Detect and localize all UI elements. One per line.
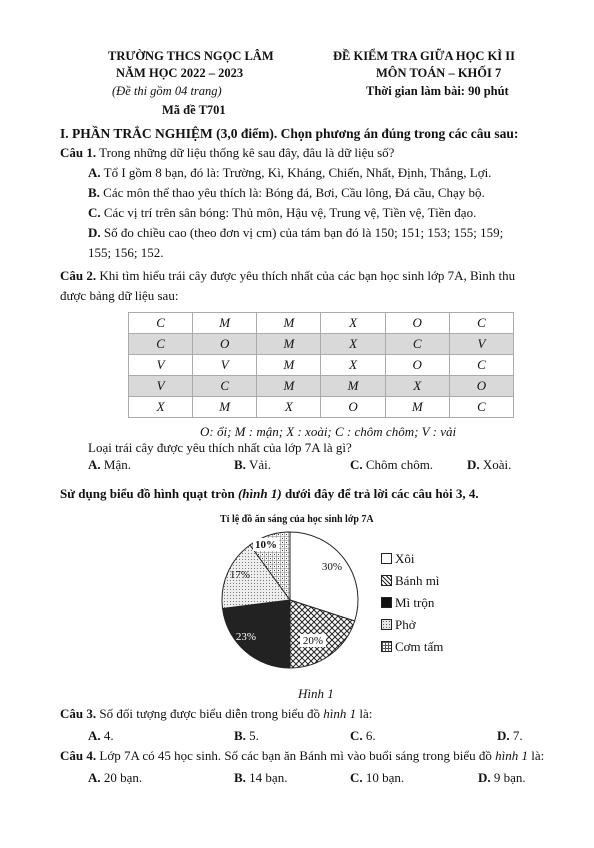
option-text: 4. xyxy=(103,728,114,743)
question-text-end: là: xyxy=(356,706,373,721)
q4-option-c[interactable] xyxy=(350,770,404,786)
option-letter: B. xyxy=(234,728,246,743)
table-cell: C xyxy=(449,397,513,418)
table-row xyxy=(129,376,514,397)
table-cell: C xyxy=(129,334,193,355)
table-cell: V xyxy=(129,376,193,397)
question-2 xyxy=(60,268,515,284)
question-2-cont: được bảng dữ liệu sau: xyxy=(60,288,179,303)
q1-option-a[interactable] xyxy=(88,165,491,181)
option-text: 5. xyxy=(249,728,259,743)
option-text: Số đo chiều cao (theo đơn vị cm) của tám bạn đó là 150; 151; 153; 155; 159; xyxy=(103,225,504,240)
option-letter: A. xyxy=(88,728,101,743)
option-text: Vải. xyxy=(248,457,271,472)
option-letter: D. xyxy=(88,225,101,240)
school-year: NĂM HỌC 2022 – 2023 xyxy=(116,66,244,80)
table-cell: X xyxy=(385,376,449,397)
pie-chart xyxy=(200,520,390,680)
school-name: TRƯỜNG THCS NGỌC LÂM xyxy=(108,49,274,63)
question-label: Câu 3. xyxy=(60,706,97,721)
exam-time: Thời gian làm bài: 90 phút xyxy=(366,84,509,98)
pie-label-2: 20% xyxy=(302,635,324,647)
q3-option-d[interactable] xyxy=(497,728,523,744)
option-letter: D. xyxy=(467,457,480,472)
table-cell: O xyxy=(193,334,257,355)
question-text-end: là: xyxy=(527,748,545,763)
legend-label: Bánh mì xyxy=(395,573,440,588)
chart-title: Tỉ lệ đồ ăn sáng của học sinh lớp 7A xyxy=(220,514,374,525)
q2-option-b[interactable] xyxy=(234,457,271,473)
pie-slice-3 xyxy=(223,600,290,668)
question-text: Số đối tượng được biểu diễn trong biểu đồ xyxy=(96,706,324,721)
legend-item xyxy=(381,551,415,567)
option-letter: C. xyxy=(350,728,363,743)
option-letter: C. xyxy=(350,457,363,472)
table-cell: M xyxy=(193,397,257,418)
option-letter: B. xyxy=(88,185,100,200)
legend-label: Xôi xyxy=(395,551,415,566)
q2-option-d[interactable] xyxy=(467,457,511,473)
q3-option-c[interactable] xyxy=(350,728,376,744)
table-cell: M xyxy=(193,313,257,334)
table-cell: O xyxy=(385,313,449,334)
legend-swatch xyxy=(381,619,392,630)
pie-label-5: 10% xyxy=(255,539,277,551)
exam-subject: MÔN TOÁN – KHỐI 7 xyxy=(376,66,502,80)
option-letter: C. xyxy=(88,205,101,220)
legend-item xyxy=(381,595,434,611)
table-key: O: ổi; M : mận; X : xoài; C : chôm chôm; V : vải xyxy=(200,424,457,439)
legend-swatch xyxy=(381,553,392,564)
legend-swatch xyxy=(381,575,392,586)
table-row xyxy=(129,313,514,334)
table-cell: X xyxy=(129,397,193,418)
table-cell: C xyxy=(129,313,193,334)
option-text: Xoài. xyxy=(482,457,512,472)
option-text: 20 bạn. xyxy=(103,770,143,785)
pie-intro xyxy=(60,486,479,502)
table-row xyxy=(129,355,514,376)
pie-label-1: 30% xyxy=(321,561,343,573)
option-text: Các vị trí trên sân bóng: Thủ môn, Hậu vệ, Trung vệ, Tiền vệ, Tiền đạo. xyxy=(103,205,477,220)
table-cell: X xyxy=(321,334,385,355)
option-letter: C. xyxy=(350,770,363,785)
table-cell: M xyxy=(321,376,385,397)
question-label: Câu 4. xyxy=(60,748,97,763)
table-cell: C xyxy=(449,355,513,376)
option-letter: D. xyxy=(497,728,510,743)
table-cell: O xyxy=(321,397,385,418)
table-row xyxy=(129,397,514,418)
table-cell: M xyxy=(257,334,321,355)
table-cell: M xyxy=(385,397,449,418)
question-text: Trong những dữ liệu thống kê sau đây, đâu là dữ liệu số? xyxy=(96,145,395,160)
q2-option-c[interactable] xyxy=(350,457,433,473)
option-text: 6. xyxy=(365,728,376,743)
table-row xyxy=(129,334,514,355)
option-text: 9 bạn. xyxy=(493,770,526,785)
question-1 xyxy=(60,145,394,161)
q3-option-a[interactable] xyxy=(88,728,114,744)
option-text: 10 bạn. xyxy=(365,770,405,785)
table-cell: C xyxy=(449,313,513,334)
table-cell: V xyxy=(193,355,257,376)
question-text: Khi tìm hiểu trái cây được yêu thích nhất của các bạn học sinh lớp 7A, Bình thu xyxy=(96,268,516,283)
q4-option-a[interactable] xyxy=(88,770,142,786)
q2-question: Loại trái cây được yêu thích nhất của lớp 7A là gì? xyxy=(88,440,352,455)
table-cell: C xyxy=(385,334,449,355)
q3-option-b[interactable] xyxy=(234,728,259,744)
legend-item xyxy=(381,617,416,633)
table-cell: M xyxy=(257,376,321,397)
table-cell: M xyxy=(257,355,321,376)
option-letter: A. xyxy=(88,457,101,472)
q2-option-a[interactable] xyxy=(88,457,131,473)
pie-intro-figure: (hình 1) xyxy=(237,486,282,501)
question-label: Câu 2. xyxy=(60,268,97,283)
option-letter: B. xyxy=(234,770,246,785)
table-cell: O xyxy=(449,376,513,397)
exam-code: Mã đề T701 xyxy=(162,103,226,117)
option-letter: B. xyxy=(234,457,246,472)
q1-option-d[interactable] xyxy=(88,225,503,241)
question-text: Lớp 7A có 45 học sinh. Số các bạn ăn Bánh mì vào buổi sáng trong biểu đồ xyxy=(96,748,496,763)
option-letter: A. xyxy=(88,770,101,785)
q1-option-c[interactable] xyxy=(88,205,476,221)
fruit-data-table xyxy=(128,312,514,418)
legend-swatch xyxy=(381,641,392,652)
pie-label-4: 17% xyxy=(229,569,251,581)
table-cell: V xyxy=(129,355,193,376)
legend-label: Mì trộn xyxy=(395,595,435,610)
legend-item xyxy=(381,573,439,589)
question-figure-ref: hình 1 xyxy=(323,706,357,721)
option-text: 14 bạn. xyxy=(249,770,288,785)
exam-title: ĐỀ KIỂM TRA GIỮA HỌC KÌ II xyxy=(333,49,515,63)
q4-option-d[interactable] xyxy=(478,770,526,786)
table-cell: V xyxy=(449,334,513,355)
section-title: I. PHẦN TRẮC NGHIỆM (3,0 điểm). Chọn phương án đúng trong các câu sau: xyxy=(60,126,519,141)
q1-option-d-cont: 155; 156; 152. xyxy=(88,245,164,260)
option-text: 7. xyxy=(512,728,523,743)
table-cell: O xyxy=(385,355,449,376)
table-cell: M xyxy=(257,313,321,334)
table-cell: X xyxy=(257,397,321,418)
legend-label: Cơm tấm xyxy=(395,639,444,654)
legend-label: Phở xyxy=(395,617,416,632)
pie-intro-text: Sử dụng biểu đồ hình quạt tròn xyxy=(60,486,238,501)
option-text: Tổ I gồm 8 bạn, đó là: Trường, Kì, Kháng, Chiến, Nhất, Định, Thắng, Lợi. xyxy=(103,165,492,180)
question-figure-ref: hình 1 xyxy=(495,748,528,763)
q4-option-b[interactable] xyxy=(234,770,287,786)
table-cell: X xyxy=(321,313,385,334)
table-cell: X xyxy=(321,355,385,376)
legend-item xyxy=(381,639,443,655)
option-text: Các môn thể thao yêu thích là: Bóng đá, Bơi, Cầu lông, Đá cầu, Chạy bộ. xyxy=(103,185,485,200)
legend-swatch xyxy=(381,597,392,608)
option-text: Chôm chôm. xyxy=(365,457,434,472)
question-4 xyxy=(60,748,544,764)
table-cell: C xyxy=(193,376,257,397)
figure-caption: Hình 1 xyxy=(298,686,334,701)
option-letter: D. xyxy=(478,770,491,785)
page-count: (Đề thi gồm 04 trang) xyxy=(112,84,222,98)
question-3 xyxy=(60,706,372,722)
option-text: Mận. xyxy=(103,457,131,472)
q1-option-b[interactable] xyxy=(88,185,485,201)
pie-intro-text-end: dưới đây để trả lời các câu hỏi 3, 4. xyxy=(281,486,479,501)
question-label: Câu 1. xyxy=(60,145,97,160)
option-letter: A. xyxy=(88,165,101,180)
pie-label-3: 23% xyxy=(235,631,257,643)
